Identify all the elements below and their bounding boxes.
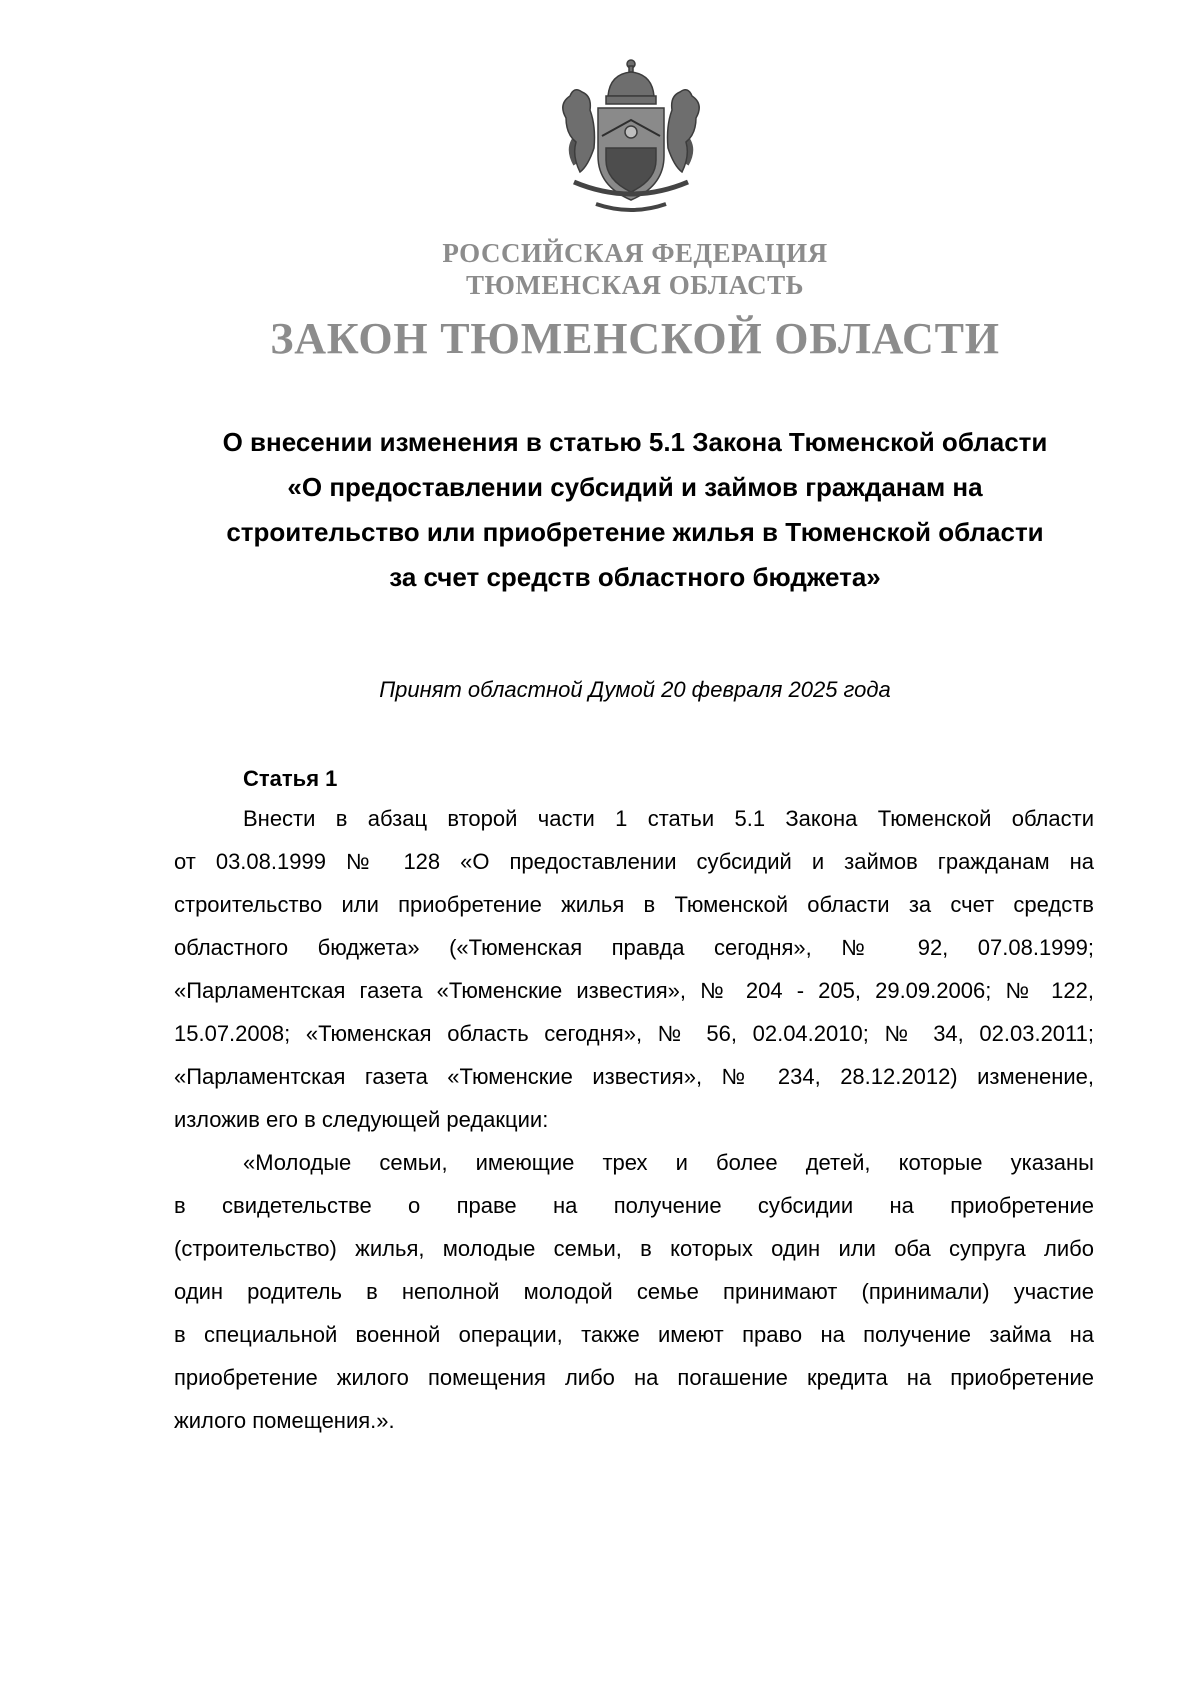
region-name: ТЮМЕНСКАЯ ОБЛАСТЬ [465, 270, 805, 300]
title-line: строительство или приобретение жилья в Тюменской области [226, 517, 1044, 547]
article-heading: Статья 1 [243, 766, 338, 791]
paragraph-line: в свидетельстве о праве на получение субсидии на приобретение [174, 1193, 1094, 1218]
paragraph-line: «Парламентская газета «Тюменские известия», № 204 - 205, 29.09.2006; № 122, [174, 978, 1094, 1003]
paragraph-line: приобретение жилого помещения либо на погашение кредита на приобретение [174, 1365, 1094, 1390]
paragraph-line: один родитель в неполной молодой семье принимают (принимали) участие [174, 1279, 1094, 1304]
law-title [150, 420, 1120, 600]
paragraph-line: (строительство) жилья, молодые семьи, в которых один или оба супруга либо [174, 1236, 1094, 1261]
paragraph-line: «Парламентская газета «Тюменские известия», № 234, 28.12.2012) изменение, [174, 1064, 1094, 1089]
title-line: О внесении изменения в статью 5.1 Закона Тюменской области [222, 427, 1048, 457]
paragraph-line: Внести в абзац второй части 1 статьи 5.1 Закона Тюменской области [243, 806, 1094, 831]
adoption-note: Принят областной Думой 20 февраля 2025 года [379, 677, 891, 702]
paragraph-line: от 03.08.1999 № 128 «О предоставлении субсидий и займов гражданам на [174, 849, 1094, 874]
document-type: ЗАКОН ТЮМЕНСКОЙ ОБЛАСТИ [270, 314, 1000, 363]
paragraph-line: «Молодые семьи, имеющие трех и более детей, которые указаны [243, 1150, 1094, 1175]
paragraph-line: 15.07.2008; «Тюменская область сегодня», № 56, 02.04.2010; № 34, 02.03.2011; [174, 1021, 1094, 1046]
country-name: РОССИЙСКАЯ ФЕДЕРАЦИЯ [442, 238, 828, 268]
paragraph-line: областного бюджета» («Тюменская правда сегодня», № 92, 07.08.1999; [174, 935, 1094, 960]
paragraph-line: жилого помещения.». [174, 1408, 395, 1433]
coat-of-arms-icon [536, 56, 726, 216]
article-paragraph-1 [174, 797, 1094, 1141]
title-line: за счет средств областного бюджета» [389, 562, 881, 592]
paragraph-line: в специальной военной операции, также имеют право на получение займа на [174, 1322, 1094, 1347]
article-paragraph-2 [174, 1141, 1094, 1442]
paragraph-line: изложив его в следующей редакции: [174, 1107, 549, 1132]
title-line: «О предоставлении субсидий и займов гражданам на [287, 472, 983, 502]
paragraph-line: строительство или приобретение жилья в Тюменской области за счет средств [174, 892, 1094, 917]
